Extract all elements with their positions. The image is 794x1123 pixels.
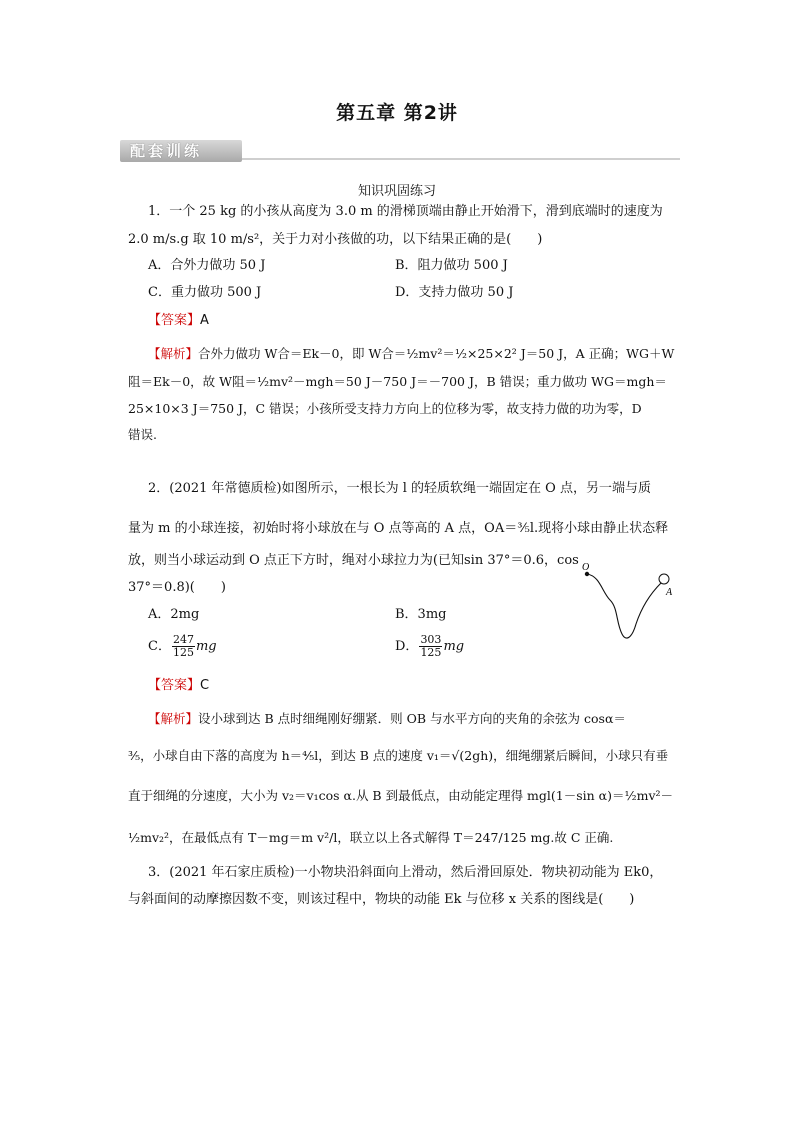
q2-option-c-fraction xyxy=(172,634,195,659)
fraction-denominator: 125 xyxy=(172,646,194,659)
q1-exp-text-1: 合外力做功 W合＝Ek－0，即 W合＝½mv²＝½×25×2² J＝50 J，A 正确；WG＋W xyxy=(198,346,675,361)
q1-option-c: C．重力做功 500 J xyxy=(148,285,262,300)
page-title: 第五章 第2讲 xyxy=(336,102,458,124)
q2-option-b: B．3mg xyxy=(395,607,447,622)
fraction-denominator: 125 xyxy=(420,646,442,659)
q1-stem-line-1: 1．一个 25 kg 的小孩从高度为 3.0 m 的滑梯顶端由静止开始滑下，滑到底端时的速度为 xyxy=(148,204,663,219)
q2-option-d-fraction xyxy=(419,634,442,659)
q1-explanation-line-3: 25×10×3 J＝750 J，C 错误；小孩所受支持力方向上的位移为零，故支持力做的功为零，D xyxy=(128,401,642,416)
answer-tag: 【答案】 xyxy=(148,678,201,693)
q2-stem-line-3: 放，则当小球运动到 O 点正下方时，绳对小球拉力为(已知sin 37°＝0.6，cos xyxy=(128,553,579,568)
q2-stem-line-1: 2．(2021 年常德质检)如图所示，一根长为 l 的轻质软绳一端固定在 O 点，另一端与质 xyxy=(148,481,651,496)
q1-explanation-line-1 xyxy=(148,345,674,363)
answer-tag: 【答案】 xyxy=(148,313,201,328)
q1-answer xyxy=(148,312,209,330)
q2-answer xyxy=(148,677,209,695)
label-a: A xyxy=(666,587,673,598)
q2-option-c-label: C． xyxy=(148,639,171,654)
label-o: O xyxy=(582,562,590,573)
section-title: 知识巩固练习 xyxy=(357,184,436,199)
q2-option-d-unit: mg xyxy=(443,639,465,654)
q2-option-c-unit: mg xyxy=(195,639,217,654)
q2-option-d-label: D． xyxy=(395,639,419,654)
q1-option-d: D．支持力做功 50 J xyxy=(395,285,514,300)
q2-option-c xyxy=(148,634,217,659)
q2-stem-line-4: 37°＝0.8)( ) xyxy=(128,580,226,595)
q2-answer-value: C xyxy=(200,678,210,693)
q1-explanation-line-2: 阻＝Ek－0，故 W阻＝½mv²－mgh＝50 J－750 J＝－700 J，B 错误；重力做功 WG＝mgh＝ xyxy=(128,374,667,389)
q1-answer-value: A xyxy=(200,313,209,328)
q2-explanation-line-2: ⅗，小球自由下落的高度为 h＝⅘l，到达 B 点的速度 v₁＝√(2gh)，细绳绷紧后瞬间，小球只有垂 xyxy=(128,748,669,763)
q3-stem-line-1: 3．(2021 年石家庄质检)一小物块沿斜面向上滑动，然后滑回原处．物块初动能为 Ek0， xyxy=(148,865,663,880)
q1-option-b: B．阻力做功 500 J xyxy=(395,258,508,273)
q2-explanation-line-4: ½mv₂²，在最低点有 T－mg＝m v²/l，联立以上各式解得 T＝247/125 mg.故 C 正确. xyxy=(128,830,614,845)
q2-exp-text-1: 设小球到达 B 点时细绳刚好绷紧．则 OB 与水平方向的夹角的余弦为 cosα＝ xyxy=(198,711,626,726)
soft-rope xyxy=(587,574,661,638)
ball xyxy=(659,574,669,584)
q2-explanation-line-1 xyxy=(148,710,626,728)
rope-pendulum-figure xyxy=(578,562,688,644)
q1-explanation-line-4: 错误. xyxy=(128,427,157,442)
fraction-numerator: 247 xyxy=(172,633,194,646)
q1-option-a: A．合外力做功 50 J xyxy=(148,258,266,273)
explanation-tag: 【解析】 xyxy=(148,711,199,726)
q2-option-d xyxy=(395,634,464,659)
explanation-tag: 【解析】 xyxy=(148,346,199,361)
q3-stem-line-2: 与斜面间的动摩擦因数不变，则该过程中，物块的动能 Ek 与位移 x 关系的图线是( ) xyxy=(128,892,635,907)
q2-explanation-line-3: 直于细绳的分速度，大小为 v₂＝v₁cos α.从 B 到最低点，由动能定理得 mgl(1－sin α)＝½mv²－ xyxy=(128,788,674,803)
section-banner: 配套训练 xyxy=(120,140,242,162)
q2-stem-line-2: 量为 m 的小球连接，初始时将小球放在与 O 点等高的 A 点，OA＝⅗l.现将小球由静止状态释 xyxy=(128,521,669,536)
fraction-numerator: 303 xyxy=(420,633,442,646)
q2-option-a: A．2mg xyxy=(148,607,200,622)
q1-stem-line-2: 2.0 m/s.g 取 10 m/s²，关于力对小孩做的功，以下结果正确的是( ) xyxy=(128,232,543,247)
